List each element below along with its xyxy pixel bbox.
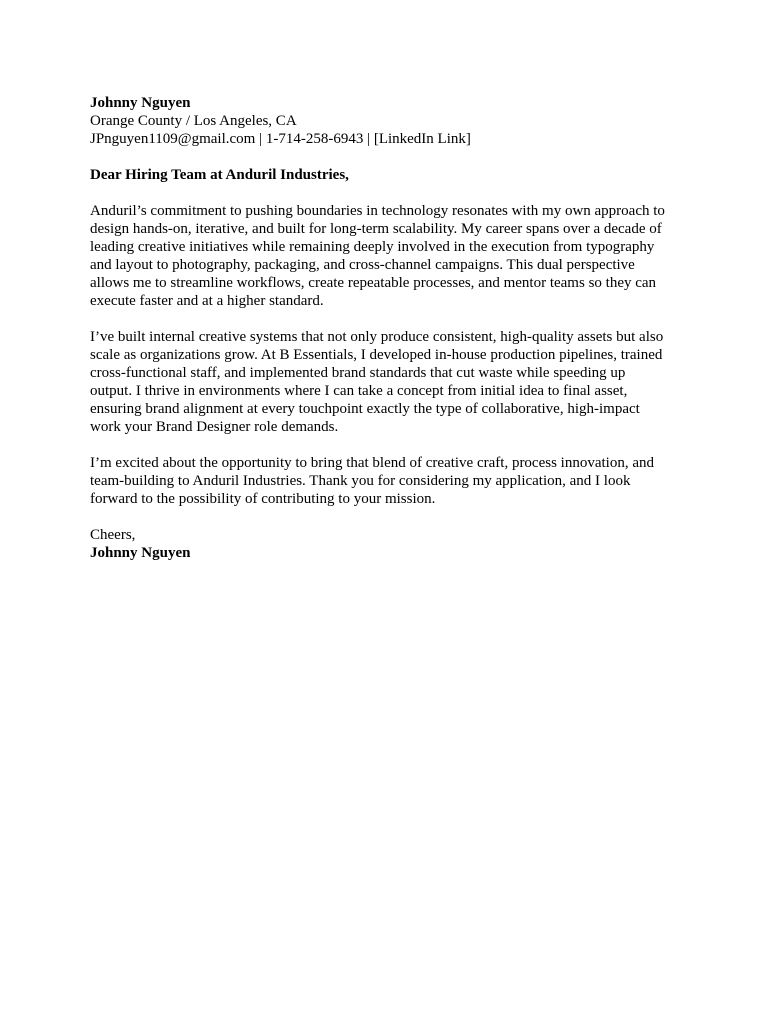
paragraph-2 bbox=[90, 328, 676, 436]
paragraph-line: design hands-on, iterative, and built for long-term scalability. My career spans over a decade of bbox=[90, 221, 662, 237]
salutation: Dear Hiring Team at Anduril Industries, bbox=[90, 167, 349, 183]
salutation-block bbox=[90, 166, 676, 184]
paragraph-line: team-building to Anduril Industries. Thank you for considering my application, and I look bbox=[90, 473, 631, 489]
paragraph-line: forward to the possibility of contributing to your mission. bbox=[90, 491, 436, 507]
paragraph-line: leading creative initiatives while remaining deeply involved in the execution from typography bbox=[90, 239, 655, 255]
paragraph-line: Anduril’s commitment to pushing boundaries in technology resonates with my own approach to bbox=[90, 203, 665, 219]
valediction: Cheers, bbox=[90, 527, 136, 543]
sender-location: Orange County / Los Angeles, CA bbox=[90, 113, 297, 129]
paragraph-line: I’m excited about the opportunity to bring that blend of creative craft, process innovation, and bbox=[90, 455, 654, 471]
sender-name: Johnny Nguyen bbox=[90, 95, 191, 111]
paragraph-line: execute faster and at a higher standard. bbox=[90, 293, 324, 309]
paragraph-line: cross-functional staff, and implemented brand standards that cut waste while speeding up bbox=[90, 365, 626, 381]
sender-header bbox=[90, 94, 676, 148]
paragraph-line: work your Brand Designer role demands. bbox=[90, 419, 339, 435]
paragraph-3 bbox=[90, 454, 676, 508]
closing-block bbox=[90, 526, 676, 562]
paragraph-line: and layout to photography, packaging, and cross-channel campaigns. This dual perspective bbox=[90, 257, 635, 273]
cover-letter bbox=[90, 94, 676, 562]
paragraph-line: I’ve built internal creative systems that not only produce consistent, high-quality assets but also bbox=[90, 329, 664, 345]
paragraph-line: ensuring brand alignment at every touchpoint exactly the type of collaborative, high-impact bbox=[90, 401, 640, 417]
sender-contact: JPnguyen1109@gmail.com | 1-714-258-6943 | [LinkedIn Link] bbox=[90, 131, 471, 147]
paragraph-1 bbox=[90, 202, 676, 310]
signature: Johnny Nguyen bbox=[90, 545, 191, 561]
paragraph-line: scale as organizations grow. At B Essentials, I developed in-house production pipelines, trained bbox=[90, 347, 663, 363]
paragraph-line: output. I thrive in environments where I can take a concept from initial idea to final asset, bbox=[90, 383, 628, 399]
paragraph-line: allows me to streamline workflows, create repeatable processes, and mentor teams so they can bbox=[90, 275, 657, 291]
